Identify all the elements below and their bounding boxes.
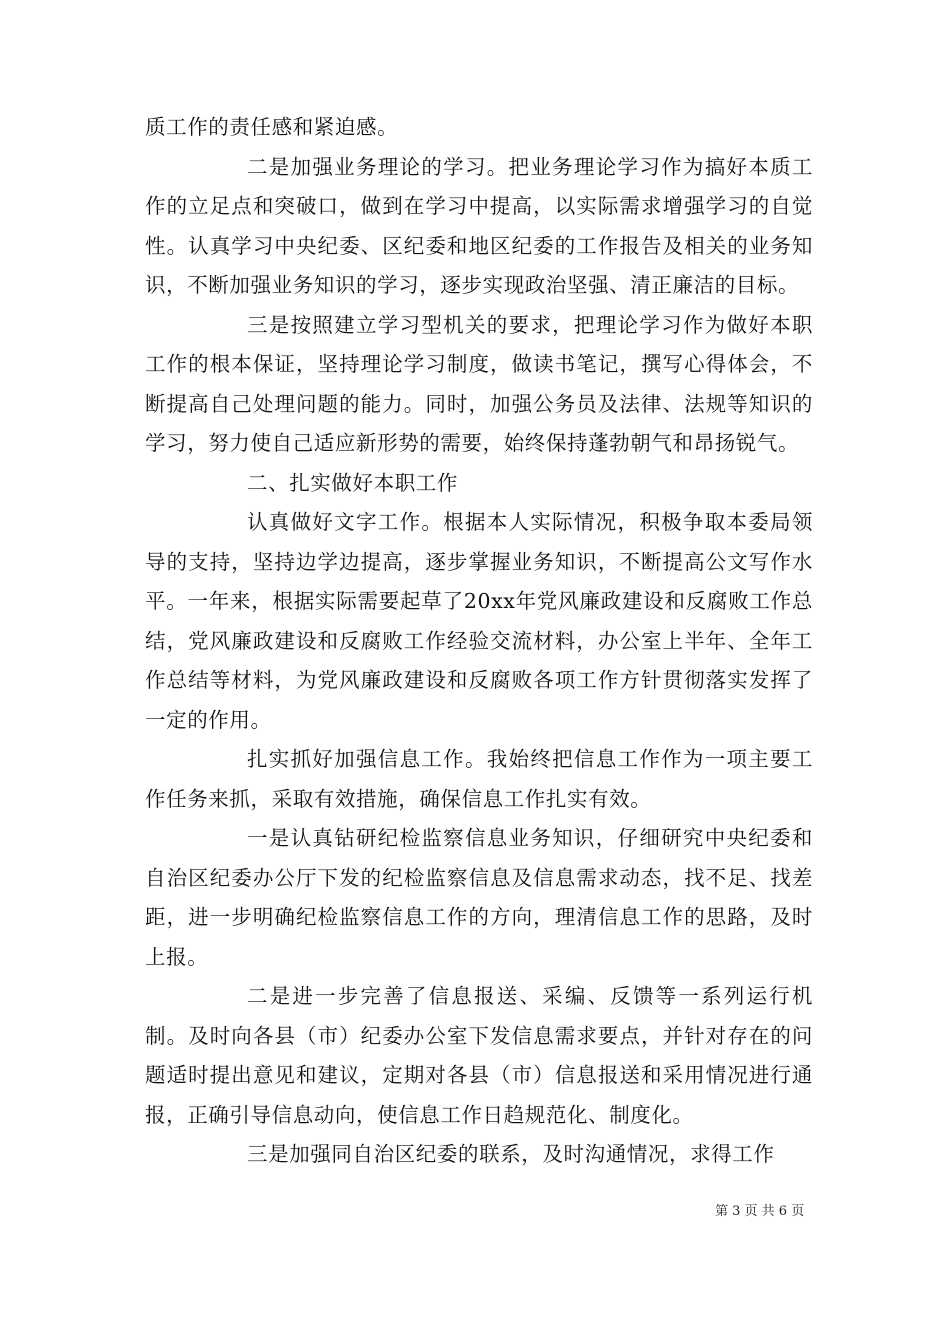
paragraph-study-business-theory: 二是加强业务理论的学习。把业务理论学习作为搞好本质工作的立足点和突破口，做到在学习中提高，以实际需求增强学习的自觉性。认真学习中央纪委、区纪委和地区纪委的工作报告及相关的业务知识，不断加强业务知识的学习，逐步实现政治坚强、清正廉洁的目标。 [145, 154, 813, 297]
paragraph-information-work: 扎实抓好加强信息工作。我始终把信息工作作为一项主要工作任务来抓，采取有效措施，确保信息工作扎实有效。 [145, 747, 813, 811]
section-heading-job-duties: 二、扎实做好本职工作 [247, 470, 458, 495]
page-number: 第 3 页 共 6 页 [715, 1204, 805, 1219]
paragraph-strengthen-contact: 三是加强同自治区纪委的联系，及时沟通情况，求得工作 [247, 1142, 775, 1166]
paragraph-learning-organization: 三是按照建立学习型机关的要求，把理论学习作为做好本职工作的根本保证，坚持理论学习制度，做读书笔记，撰写心得体会，不断提高自己处理问题的能力。同时，加强公务员及法律、法规等知识的学习，努力使自己适应新形势的需要，始终保持蓬勃朝气和昂扬锐气。 [145, 312, 813, 455]
paragraph-study-information-knowledge: 一是认真钻研纪检监察信息业务知识，仔细研究中央纪委和自治区纪委办公厅下发的纪检监察信息及信息需求动态，找不足、找差距，进一步明确纪检监察信息工作的方向，理清信息工作的思路，及时上报。 [145, 826, 813, 969]
document-body [145, 108, 813, 1175]
paragraph-continuation: 质工作的责任感和紧迫感。 [145, 115, 399, 139]
paragraph-improve-mechanism: 二是进一步完善了信息报送、采编、反馈等一系列运行机制。及时向各县（市）纪委办公室下发信息需求要点，并针对存在的问题适时提出意见和建议，定期对各县（市）信息报送和采用情况进行通报，正确引导信息动向，使信息工作日趋规范化、制度化。 [145, 984, 813, 1127]
paragraph-writing-work: 认真做好文字工作。根据本人实际情况，积极争取本委局领导的支持，坚持边学边提高，逐步掌握业务知识，不断提高公文写作水平。一年来，根据实际需要起草了20xx年党风廉政建设和反腐败工作总结，党风廉政建设和反腐败工作经验交流材料，办公室上半年、全年工作总结等材料，为党风廉政建设和反腐败各项工作方针贯彻落实发挥了一定的作用。 [145, 510, 813, 732]
